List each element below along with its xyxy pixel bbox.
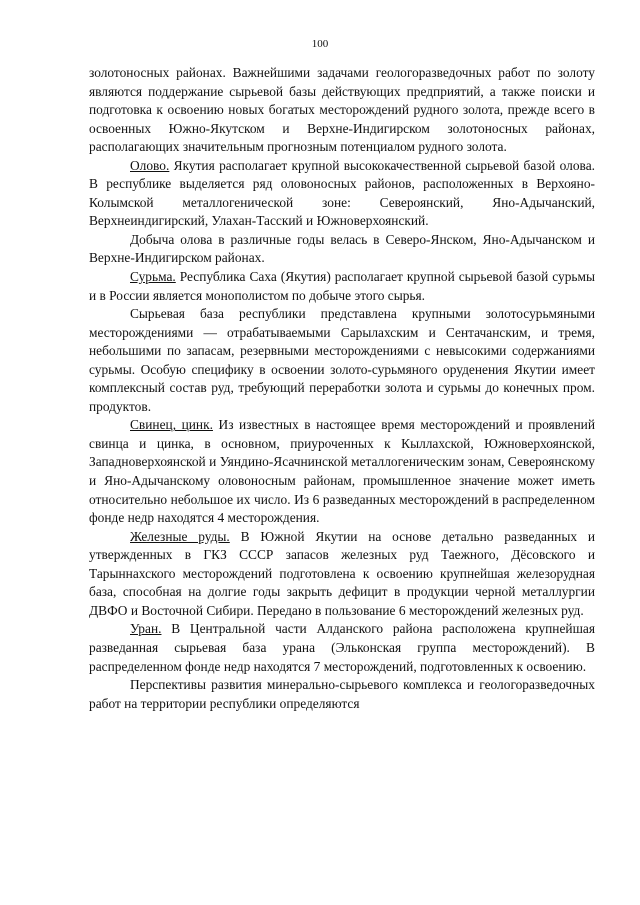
paragraph-text: золотоносных районах. Важнейшими задачами геологоразведочных работ по золоту являются поддержание сырьевой базы действующих предприятий, а также поиски и подготовка к освоению новых богатых месторождений рудного золота, прежде всего в освоенных Южно-Якутском и Верхне-Индигирском золотоносных районах, располагающих значительным прогнозным потенциалом рудного золота. xyxy=(89,65,595,155)
section-heading-tin: Олово. xyxy=(130,157,170,173)
paragraph-antimony xyxy=(89,268,595,305)
paragraph-text: Перспективы развития минерально-сырьевого комплекса и геологоразведочных работ на территории республики определяются xyxy=(89,677,595,711)
section-heading-uranium: Уран. xyxy=(130,621,162,637)
paragraph-text: Из известных в настоящее время месторождений и проявлений свинца и цинка, в основном, приуроченных к Кыллахской, Южноверхоянской, Западноверхоянской и Уяндино-Ясачнинской металлогеническим зонам, Североянскому и Яно-Адычанскому оловоносным районам, промышленное значение может иметь относительно небольшое их число. Из 6 разведанных месторождений в распределенном фонде недр находятся 4 месторождения. xyxy=(89,417,596,526)
paragraph-text: Добыча олова в различные годы велась в Северо-Янском, Яно-Адычанском и Верхне-Индигирском районах. xyxy=(89,231,595,266)
paragraph-text: Якутия располагает крупной высококачественной сырьевой базой олова. В республике выделяется ряд оловоносных районов, расположенных в Верхояно-Колымской металлогенической зоне: Североянский, Яно-Адычанский, Верхнеиндигирский, Улахан-Тасский и Южноверхоянский. xyxy=(89,157,595,229)
paragraph-tin xyxy=(89,157,595,231)
paragraph-gold-continuation xyxy=(89,64,595,157)
paragraph-prospects xyxy=(89,676,595,713)
section-heading-iron-ore: Железные руды. xyxy=(130,528,230,544)
paragraph-tin-mining xyxy=(89,231,595,268)
paragraph-text: Сырьевая база республики представлена крупными золотосурьмяными месторождениями — отрабатываемыми Сарылахским и Сентачанским, и тремя, небольшими по запасам, резервными месторождениями с невысокими содержаниями сурьмы. Особую специфику в освоении золото-сурьмяного оруденения Якутии имеет комплексный состав руд, требующий переработки золота и сурьмы до конечных пром. продуктов. xyxy=(89,306,595,414)
paragraph-lead-zinc xyxy=(89,416,595,527)
section-heading-antimony: Сурьма. xyxy=(130,269,176,285)
paragraph-uranium xyxy=(89,620,595,676)
document-body xyxy=(89,64,595,713)
paragraph-iron-ore xyxy=(89,528,595,621)
paragraph-antimony-base xyxy=(89,305,595,416)
paragraph-text: В Южной Якутии на основе детально разведанных и утвержденных в ГКЗ СССР запасов железных руд Таежного, Дёсовского и Тарыннахского месторождений подготовлена к освоению крупнейшая железорудная база, способная на долгие годы закрыть дефицит в продукции черной металлургии ДВФО и Восточной Сибири. Передано в пользование 6 месторождений железных руд. xyxy=(89,528,595,618)
page-number: 100 xyxy=(311,38,329,50)
section-heading-lead-zinc: Свинец, цинк. xyxy=(130,417,213,433)
paragraph-text: Республика Саха (Якутия) располагает крупной сырьевой базой сурьмы и в России является монополистом по добыче этого сырья. xyxy=(89,269,595,303)
paragraph-text: В Центральной части Алданского района расположена крупнейшая разведанная сырьевая база урана (Эльконская группа месторождений). В распределенном фонде недр находятся 7 месторождений, подготовленных к освоению. xyxy=(89,621,595,674)
